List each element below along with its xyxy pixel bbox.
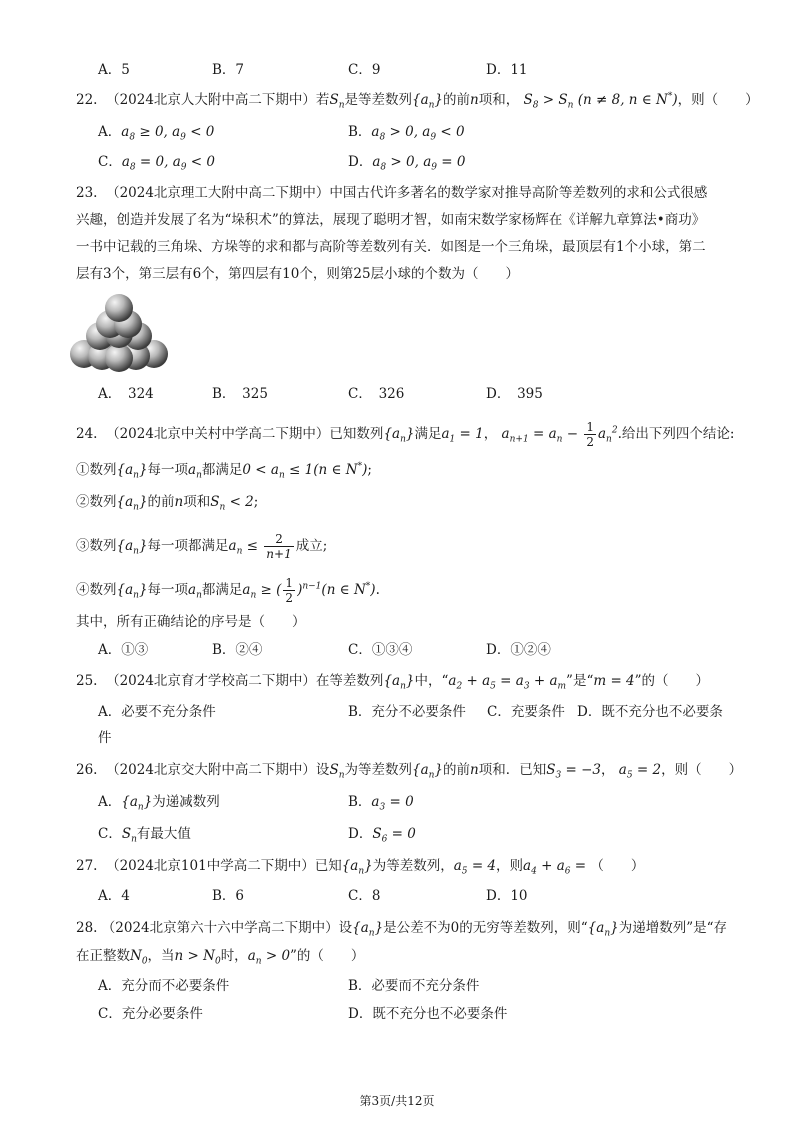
q28-line-2: 在正整数$N_0$，当$n > N_0$时，$a_n > 0$”的（ ） — [76, 948, 365, 967]
math-n: n — [470, 92, 479, 108]
q23-line-4: 层有3个，第三层有6个，第四层有10个，则第25层小球的个数为（ ） — [76, 266, 520, 282]
q22-text-c: 的前 — [443, 92, 471, 108]
q22-option-b: B．$a_8 > 0$, $a_9 < 0$ — [348, 124, 465, 143]
q25-option-c: C．充要条件 — [487, 704, 565, 720]
q23-number: 23. — [76, 185, 98, 201]
q27-option-c: C．8 — [348, 888, 381, 904]
q22-source-text: （2024北京人大附中高二下期中）若 — [106, 92, 330, 108]
q26-option-c: C．$S_n$有最大值 — [98, 826, 191, 845]
math-condition: $S_8 > S_n$ (n ≠ 8, n ∈ N*) — [523, 91, 678, 111]
q24-number: 24. — [76, 426, 98, 442]
q28-option-c: C．充分必要条件 — [98, 1006, 203, 1022]
q24-option-c: C．①③④ — [348, 642, 413, 658]
q26-option-b: B．$a_3 = 0$ — [348, 794, 414, 813]
q25-number: 25. — [76, 673, 98, 689]
q22-option-c: C．$a_8 = 0$, $a_9 < 0$ — [98, 154, 215, 173]
q24-option-a: A．①③ — [98, 642, 149, 658]
q21-option-a: A．5 — [98, 62, 130, 78]
q21-option-d: D．11 — [486, 62, 528, 78]
q24-statement-4: ④数列$\{a_n\}$每一项$a_n$都满足$a_n$ ≥ ( $\frac{1}{2}$ )$^{n-1}$(n ∈ N*). — [76, 576, 380, 605]
q21-option-b: B．7 — [212, 62, 245, 78]
q24-stem: 24. （2024北京中关村中学高二下期中）已知数列$\{a_n\}$满足$a_1 = 1$， $a_{n+1} = a_n$ − $\frac{1}{2}$ $a_n^2$.给出下列四个结论: — [76, 420, 735, 449]
q27-option-b: B．6 — [212, 888, 245, 904]
fraction-half: $\frac{1}{2}$ — [586, 420, 594, 449]
q23-option-a: A． 324 — [98, 386, 154, 402]
q25-option-b: B．充分不必要条件 — [348, 704, 466, 720]
q22-text-b: 是等差数列 — [344, 92, 412, 108]
math-sn: $S_n$ — [329, 92, 345, 111]
q28-option-d: D．既不充分也不必要条件 — [348, 1006, 508, 1022]
fraction-2-over-n-plus-1: $\frac{2}{n+1}$ — [266, 532, 292, 561]
q28-option-b: B．必要而不充分条件 — [348, 978, 480, 994]
q22-option-d: D．$a_8 > 0$, $a_9 = 0$ — [348, 154, 466, 173]
q23-line-3: 一书中记载的三角垛、方垛等的求和都与高阶等差数列有关．如图是一个三角垛，最顶层有1个小球，第二 — [76, 239, 706, 255]
q23-option-d: D． 395 — [486, 386, 543, 402]
q23-option-b: B． 325 — [212, 386, 268, 402]
q23-line-2: 兴趣，创造并发展了名为“垛积术”的算法，展现了聪明才智，如南宋数学家杨辉在《详解九章算法•商功》 — [76, 212, 706, 228]
q23-option-c: C． 326 — [348, 386, 405, 402]
q27-option-a: A．4 — [98, 888, 130, 904]
q27-stem: 27. （2024北京101中学高二下期中）已知$\{a_n\}$为等差数列，$a_5 = 4$，则$a_4 + a_6$ = （ ） — [76, 858, 645, 877]
q28-option-a: A．充分而不必要条件 — [98, 978, 230, 994]
sphere — [105, 344, 133, 372]
q24-statement-3: ③数列$\{a_n\}$每一项都满足$a_n$ ≤ $\frac{2}{n+1}$ 成立; — [76, 532, 328, 561]
q25-option-d-wrap: 件 — [98, 730, 112, 746]
q21-option-c: C．9 — [348, 62, 381, 78]
q22-text-e: ，则（ ） — [677, 92, 759, 108]
q24-option-b: B．②④ — [212, 642, 263, 658]
q28-line-1: 28. （2024北京第六十六中学高二下期中）设$\{a_n\}$是公差不为0的无穷等差数列，则“$\{a_n\}$为递增数列”是“存 — [76, 920, 728, 939]
q23-line-1: 23. （2024北京理工大附中高二下期中）中国古代许多著名的数学家对推导高阶等差数列的求和公式很感 — [76, 185, 708, 201]
sphere — [105, 294, 133, 322]
q24-option-d: D．①②④ — [486, 642, 551, 658]
q28-number: 28. — [76, 920, 98, 936]
triangular-pile-figure — [70, 292, 168, 372]
q22-option-a: A．$a_8 \ge 0$, $a_9 < 0$ — [98, 124, 215, 143]
q25-option-d: D．既不充分也不必要条 — [577, 704, 723, 720]
math-an-seq: $\{a_n\}$ — [411, 92, 444, 111]
q26-stem: 26. （2024北京交大附中高二下期中）设$S_n$为等差数列$\{a_n\}$的前n项和．已知$S_3 = -3$， $a_5 = 2$，则（ ） — [76, 762, 743, 781]
q24-conclusion: 其中，所有正确结论的序号是（ ） — [76, 614, 306, 630]
q25-stem: 25. （2024北京育才学校高二下期中）在等差数列$\{a_n\}$中，“$a_2 + a_5 = a_3 + a_m$”是“m = 4”的（ ） — [76, 673, 710, 692]
q22-number: 22. — [76, 92, 98, 108]
q22-stem — [76, 90, 759, 110]
q26-option-a: A．$\{a_n\}$为递减数列 — [98, 794, 220, 813]
q25-option-a: A．必要不充分条件 — [98, 704, 216, 720]
page-footer: 第3页/共12页 — [359, 1094, 435, 1108]
q26-number: 26. — [76, 762, 98, 778]
q22-text-d: 项和， — [478, 92, 520, 108]
q24-statement-1: ①数列$\{a_n\}$每一项$a_n$都满足$0 < a_n \le 1(n$ ∈ N*); — [76, 461, 372, 481]
q27-option-d: D．10 — [486, 888, 528, 904]
q26-option-d: D．$S_6 = 0$ — [348, 826, 416, 845]
q27-number: 27. — [76, 858, 98, 874]
q24-statement-2: ②数列$\{a_n\}$的前n项和$S_n < 2$; — [76, 494, 259, 513]
